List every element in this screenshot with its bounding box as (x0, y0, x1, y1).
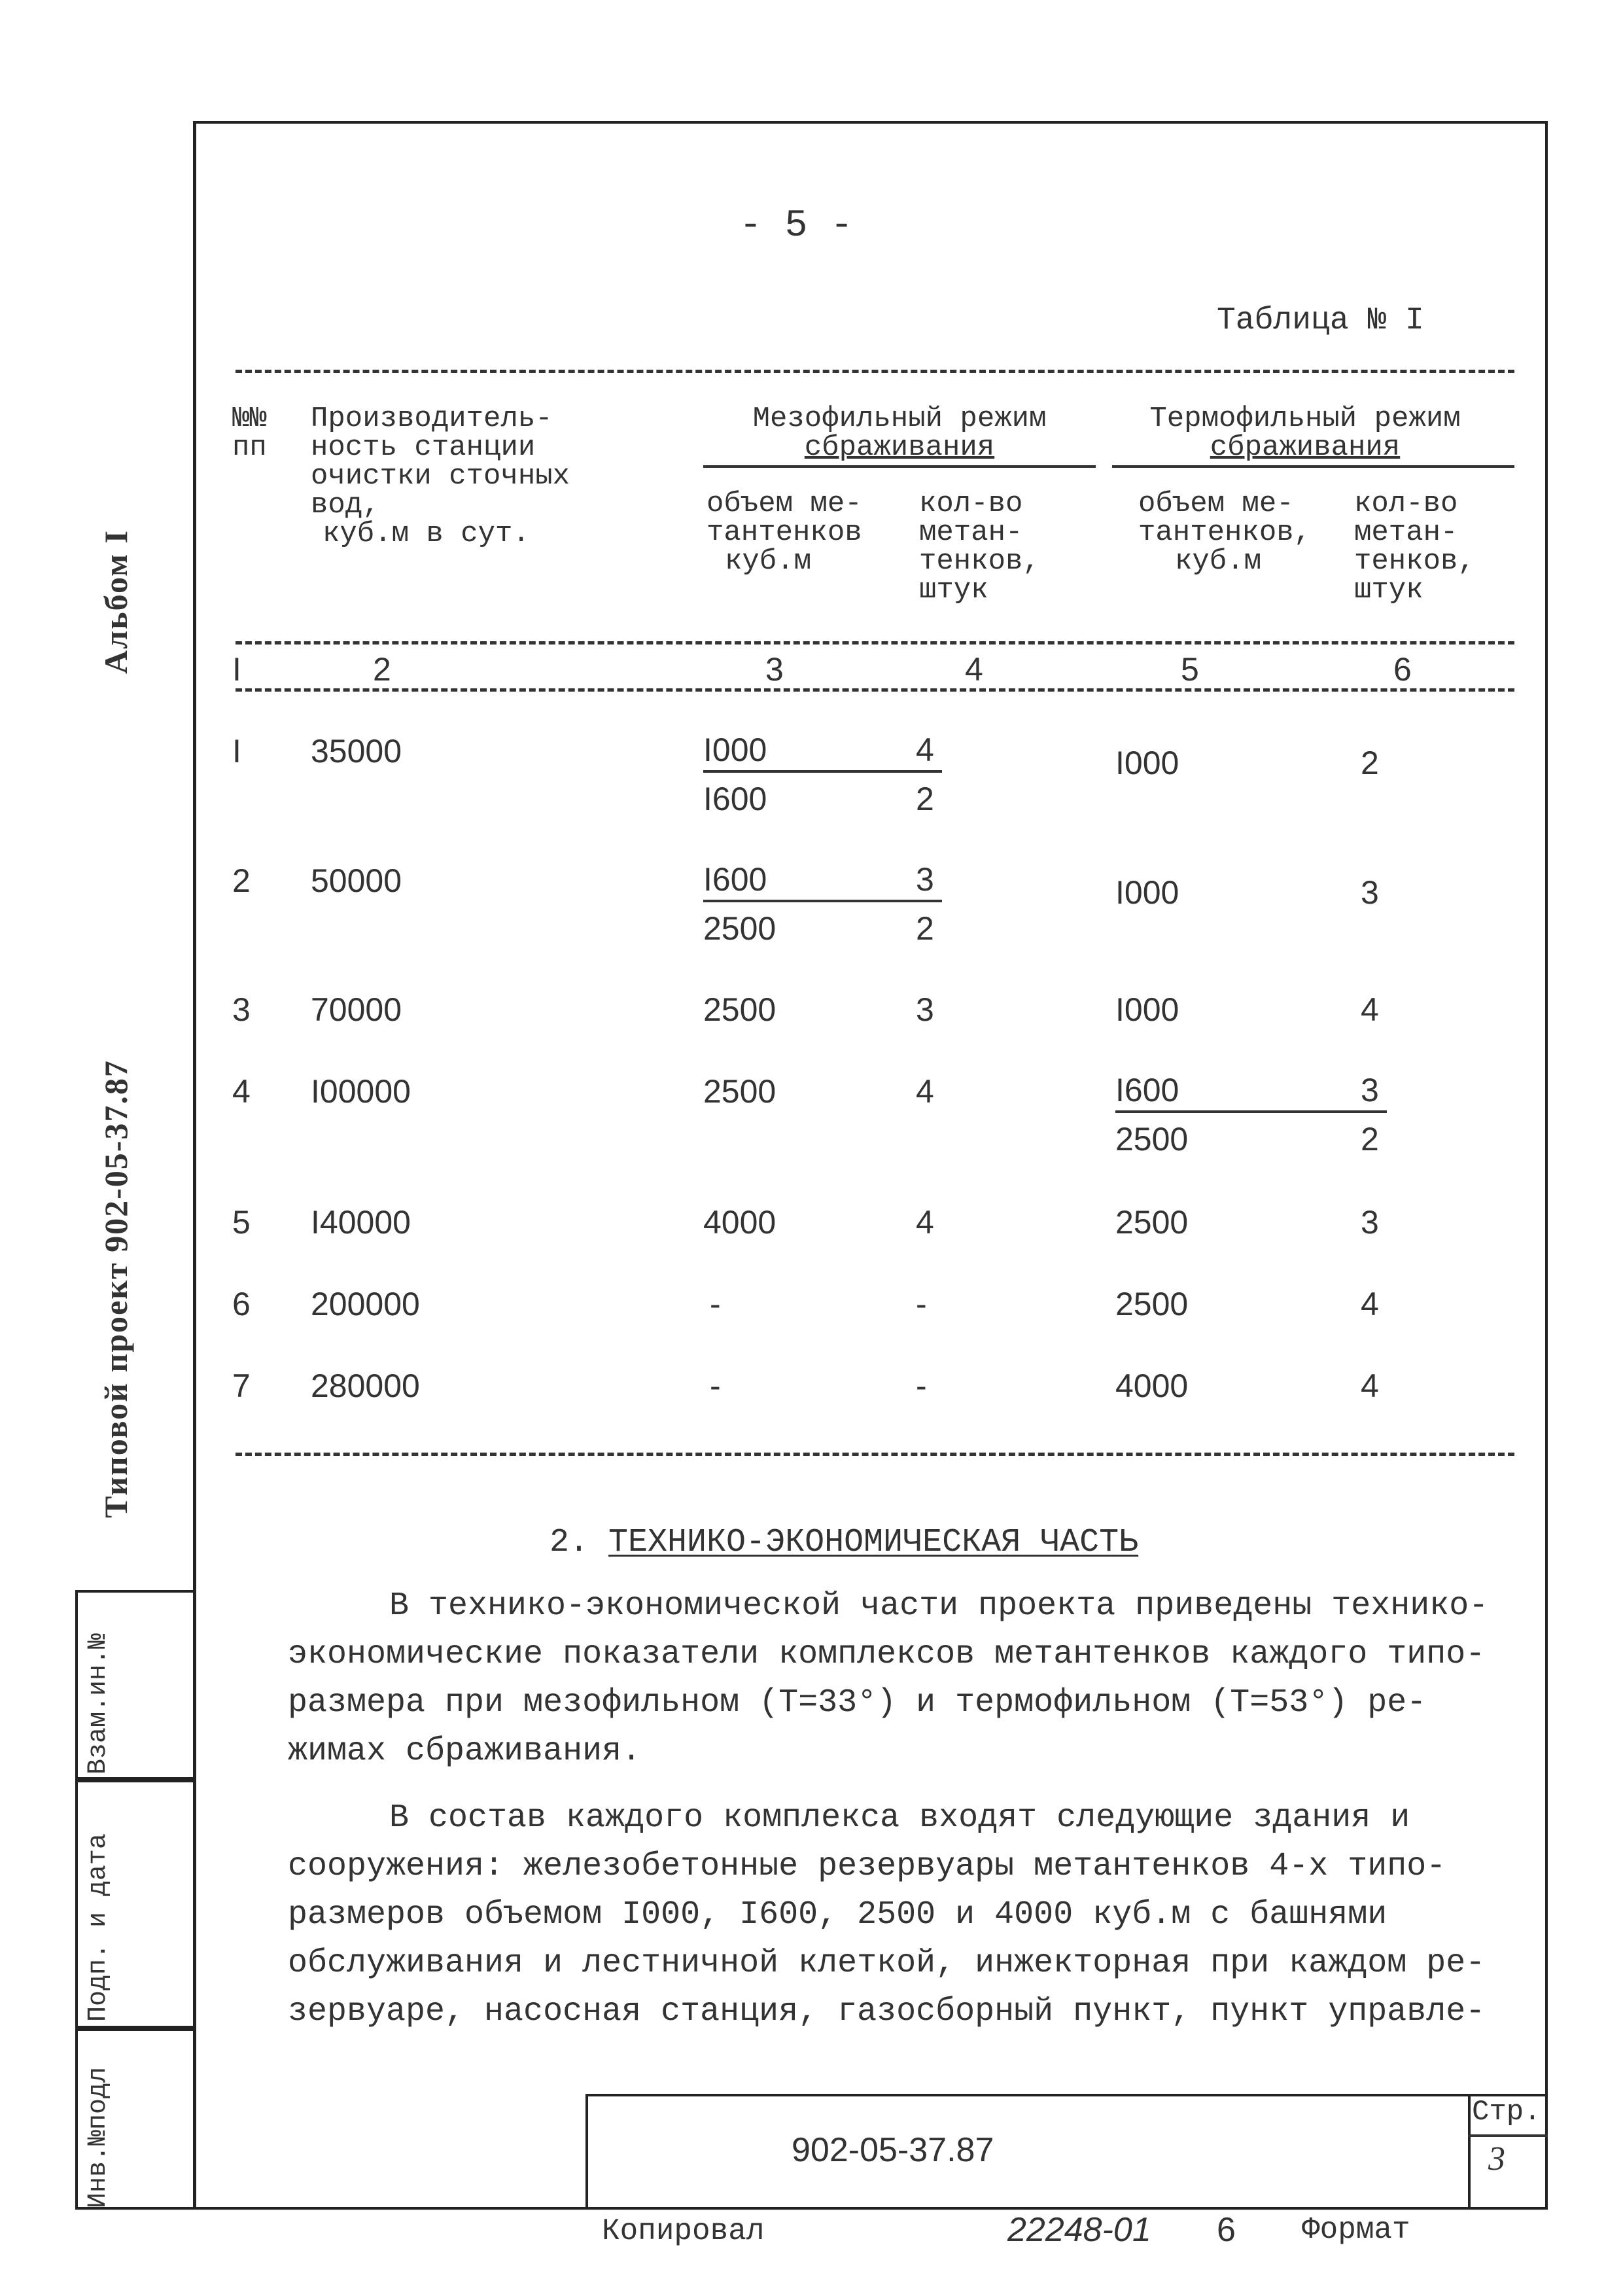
row-capacity: I00000 (311, 1073, 411, 1110)
colnum-1: I (232, 651, 241, 688)
stamp-label-sign-date: Подп. и дата (84, 1833, 113, 2022)
meso-group-rule (703, 465, 1096, 468)
meso-volume: I600 (703, 781, 767, 817)
colnum-2: 2 (373, 651, 391, 688)
thermo-volume: I000 (1115, 745, 1179, 781)
row-capacity: 280000 (311, 1368, 420, 1404)
paragraph-2 (288, 1794, 1511, 2036)
row-capacity: 35000 (311, 733, 402, 769)
header-subline: тенков, (919, 545, 1040, 578)
thermo-volume: 2500 (1115, 1204, 1189, 1241)
header-thermo-line1: Термофильный режим (1149, 402, 1461, 435)
copied-label: Копировал (602, 2214, 765, 2248)
fraction-rule (1115, 1110, 1387, 1113)
row-capacity: 50000 (311, 862, 402, 899)
thermo-group-rule (1112, 465, 1514, 468)
colnum-3: 3 (765, 651, 784, 688)
thermo-count: 4 (1361, 1286, 1379, 1322)
doc-code: 902-05-37.87 (792, 2131, 994, 2169)
row-capacity: 200000 (311, 1286, 420, 1322)
paragraph-line: В технико-экономической части проекта приведены технико- (389, 1587, 1489, 1625)
meso-volume: 2500 (703, 991, 777, 1028)
meso-volume: - (710, 1368, 721, 1404)
meso-volume: I000 (703, 732, 767, 768)
header-meso-title (723, 404, 1076, 462)
table-bottom-rule (236, 1453, 1514, 1456)
format-label: Формат (1302, 2213, 1410, 2247)
paragraph-line: сооружения: железобетонные резервуары метантенков 4-х типо- (288, 1848, 1446, 1885)
paragraph-1 (288, 1582, 1511, 1776)
meso-count: 3 (916, 991, 934, 1028)
header-subline: штук (1354, 574, 1423, 607)
header-thermo-line2: сбраживания (1210, 431, 1401, 464)
header-subline: кол-во (919, 487, 1023, 520)
header-subline: метан- (919, 516, 1023, 549)
thermo-volume: 2500 (1115, 1121, 1189, 1157)
row-number: 5 (232, 1204, 251, 1241)
header-meso-volume (707, 489, 862, 576)
header-subline: объем ме- (1138, 487, 1294, 520)
thermo-count: 2 (1361, 745, 1379, 781)
order-number: 22248-01 (1007, 2211, 1151, 2249)
paragraph-line: жимах сбраживания. (288, 1733, 642, 1770)
paragraph-line: В состав каждого комплекса входят следующие здания и (389, 1799, 1410, 1837)
section-title: ТЕХНИКО-ЭКОНОМИЧЕСКАЯ ЧАСТЬ (608, 1524, 1139, 1561)
paragraph-line: размера при мезофильном (Т=33°) и термофильном (Т=53°) ре- (288, 1684, 1427, 1722)
row-number: 7 (232, 1368, 251, 1404)
colnum-5: 5 (1181, 651, 1199, 688)
album-label: Альбом I (97, 529, 134, 674)
header-subline: тантенков (707, 516, 862, 549)
fraction-rule (703, 770, 942, 773)
row-number: 3 (232, 991, 251, 1028)
table-caption: Таблица № I (1217, 303, 1424, 338)
header-meso-count (919, 489, 1040, 605)
header-capacity (311, 404, 570, 548)
title-block (585, 2094, 1548, 2210)
page-label: Стр. (1472, 2096, 1541, 2128)
header-capacity-line: ность станции (311, 431, 536, 464)
header-capacity-line: куб.м в сут. (323, 518, 530, 550)
meso-volume: - (710, 1286, 721, 1322)
page-number: - 5 - (739, 205, 854, 247)
header-thermo-volume (1138, 489, 1311, 576)
thermo-count: 3 (1361, 1204, 1379, 1241)
thermo-volume: 2500 (1115, 1286, 1189, 1322)
paragraph-line: размеров объемом I000, I600, 2500 и 4000 куб.м с башнями (288, 1896, 1387, 1934)
thermo-count: 3 (1361, 1072, 1379, 1108)
colnum-4: 4 (965, 651, 983, 688)
header-subline: куб.м (1175, 545, 1262, 578)
section-number: 2. (550, 1524, 589, 1561)
header-subline: куб.м (725, 545, 812, 578)
meso-count: 4 (916, 732, 934, 768)
meso-count: - (916, 1368, 927, 1404)
meso-volume: 2500 (703, 910, 777, 947)
thermo-volume: I000 (1115, 991, 1179, 1028)
thermo-volume: I600 (1115, 1072, 1179, 1108)
header-meso-line1: Мезофильный режим (752, 402, 1047, 435)
row-number: 2 (232, 862, 251, 899)
sheet-number: 6 (1217, 2211, 1236, 2249)
header-capacity-line: очистки сточных (311, 460, 570, 493)
thermo-volume: I000 (1115, 874, 1179, 911)
stamp-label-replace: Взам.ин.№ (84, 1633, 113, 1775)
header-num-line2: пп (232, 431, 267, 464)
thermo-count: 4 (1361, 1368, 1379, 1404)
page-box-divider (1468, 2134, 1548, 2137)
header-capacity-line: Производитель- (311, 402, 553, 435)
row-capacity: 70000 (311, 991, 402, 1028)
meso-volume: 4000 (703, 1204, 777, 1241)
page-value: 3 (1488, 2140, 1505, 2178)
meso-count: 3 (916, 861, 934, 898)
meso-volume: I600 (703, 861, 767, 898)
row-number: I (232, 733, 241, 769)
header-subline: объем ме- (707, 487, 862, 520)
table-colnum-rule (236, 688, 1514, 692)
thermo-count: 3 (1361, 874, 1379, 911)
stamp-label-inventory: Инв.№подл (84, 2066, 113, 2208)
table-top-rule (236, 370, 1514, 373)
header-subline: тенков, (1354, 545, 1475, 578)
header-meso-line2: сбраживания (804, 431, 995, 464)
meso-count: - (916, 1286, 927, 1322)
colnum-6: 6 (1393, 651, 1412, 688)
meso-count: 4 (916, 1204, 934, 1241)
project-label: Типовой проект 902-05-37.87 (97, 1059, 134, 1518)
meso-count: 4 (916, 1073, 934, 1110)
thermo-volume: 4000 (1115, 1368, 1189, 1404)
header-num (232, 404, 267, 462)
fraction-rule (703, 900, 942, 902)
row-number: 4 (232, 1073, 251, 1110)
row-number: 6 (232, 1286, 251, 1322)
paragraph-line: обслуживания и лестничной клеткой, инжекторная при каждом ре- (288, 1945, 1486, 1982)
row-capacity: I40000 (311, 1204, 411, 1241)
table-header-rule (236, 641, 1514, 645)
section-heading (550, 1525, 1138, 1561)
header-subline: штук (919, 574, 988, 607)
header-thermo-count (1354, 489, 1475, 605)
header-subline: метан- (1354, 516, 1458, 549)
paragraph-line: зервуаре, насосная станция, газосборный пункт, пункт управле- (288, 1993, 1486, 2030)
paragraph-line: экономические показатели комплексов метантенков каждого типо- (288, 1636, 1486, 1673)
meso-count: 2 (916, 781, 934, 817)
thermo-count: 4 (1361, 991, 1379, 1028)
header-thermo-title (1112, 404, 1498, 462)
header-num-line1: №№ (232, 402, 267, 435)
header-subline: тантенков, (1138, 516, 1312, 549)
header-subline: кол-во (1354, 487, 1458, 520)
meso-count: 2 (916, 910, 934, 947)
thermo-count: 2 (1361, 1121, 1379, 1157)
meso-volume: 2500 (703, 1073, 777, 1110)
header-capacity-line: вод, (311, 489, 380, 521)
